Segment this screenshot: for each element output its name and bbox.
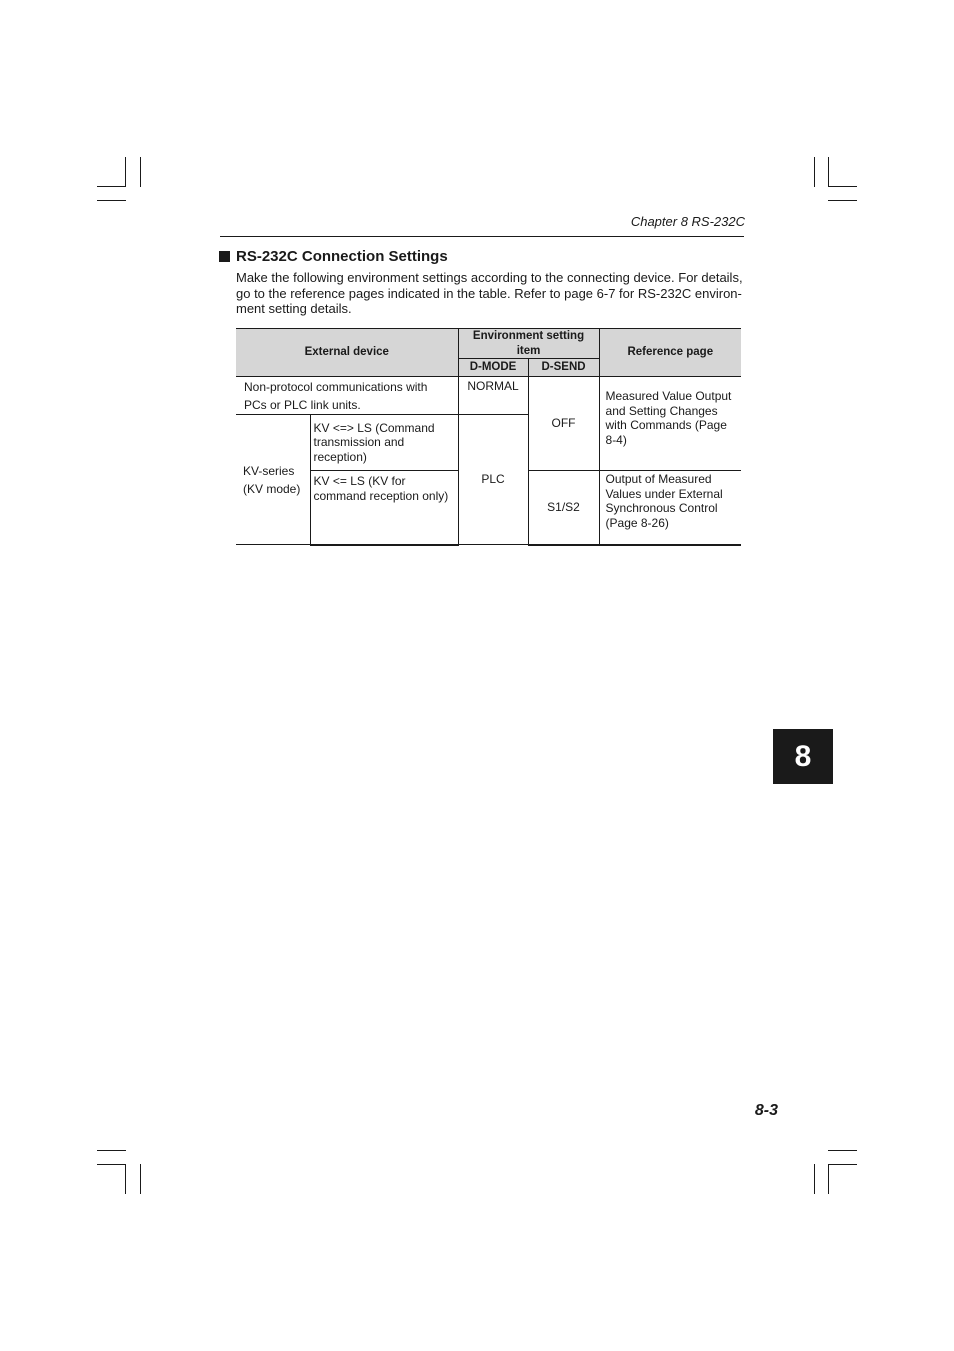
crop-mark bbox=[97, 200, 126, 201]
cell-kv-series: KV-series (KV mode) bbox=[236, 415, 310, 545]
crop-mark bbox=[828, 200, 857, 201]
settings-table bbox=[236, 328, 741, 546]
crop-mark bbox=[125, 1164, 126, 1194]
cell-normal: NORMAL bbox=[458, 377, 528, 415]
cell-kv-receive-only: KV <= LS (KV for command reception only) bbox=[310, 471, 458, 545]
crop-mark bbox=[97, 1164, 126, 1165]
crop-mark bbox=[828, 157, 829, 187]
crop-mark bbox=[828, 186, 857, 187]
page-number: 8-3 bbox=[754, 1102, 778, 1119]
cell-kv-bidirectional: KV <=> LS (Command transmission and reception) bbox=[310, 415, 458, 471]
header-d-mode: D-MODE bbox=[458, 359, 528, 377]
header-d-send: D-SEND bbox=[528, 359, 599, 377]
crop-mark bbox=[125, 157, 126, 187]
crop-mark bbox=[140, 157, 141, 187]
chapter-header: Chapter 8 RS-232C bbox=[630, 214, 745, 229]
header-reference-page: Reference page bbox=[599, 329, 741, 377]
crop-mark bbox=[97, 186, 126, 187]
header-rule bbox=[220, 236, 744, 237]
chapter-tab: 8 bbox=[773, 729, 833, 784]
crop-mark bbox=[828, 1164, 857, 1165]
crop-mark bbox=[828, 1164, 829, 1194]
crop-mark bbox=[828, 1150, 857, 1151]
crop-mark bbox=[140, 1164, 141, 1194]
cell-nonprotocol: Non-protocol communications with PCs or PLC link units. bbox=[236, 377, 458, 415]
cell-off: OFF bbox=[528, 377, 599, 471]
square-bullet-icon bbox=[219, 251, 230, 262]
section-title-text: RS-232C Connection Settings bbox=[236, 248, 448, 265]
cell-plc: PLC bbox=[458, 415, 528, 545]
cell-reference-2: Output of Measured Values under External Synchronous Control (Page 8-26) bbox=[599, 471, 741, 545]
crop-mark bbox=[814, 157, 815, 187]
section-title bbox=[219, 248, 448, 265]
cell-reference-1: Measured Value Output and Setting Changes with Commands (Page 8-4) bbox=[599, 377, 741, 471]
header-env-setting-item: Environment setting item bbox=[458, 329, 599, 359]
header-external-device: External device bbox=[236, 329, 458, 377]
crop-mark bbox=[97, 1150, 126, 1151]
cell-s1s2: S1/S2 bbox=[528, 471, 599, 545]
intro-paragraph: Make the following environment settings according to the connecting device. For details, go to the reference pages indicated in the table. Refer to page 6-7 for RS-232C environ-ment setting details. bbox=[236, 270, 743, 316]
crop-mark bbox=[814, 1164, 815, 1194]
